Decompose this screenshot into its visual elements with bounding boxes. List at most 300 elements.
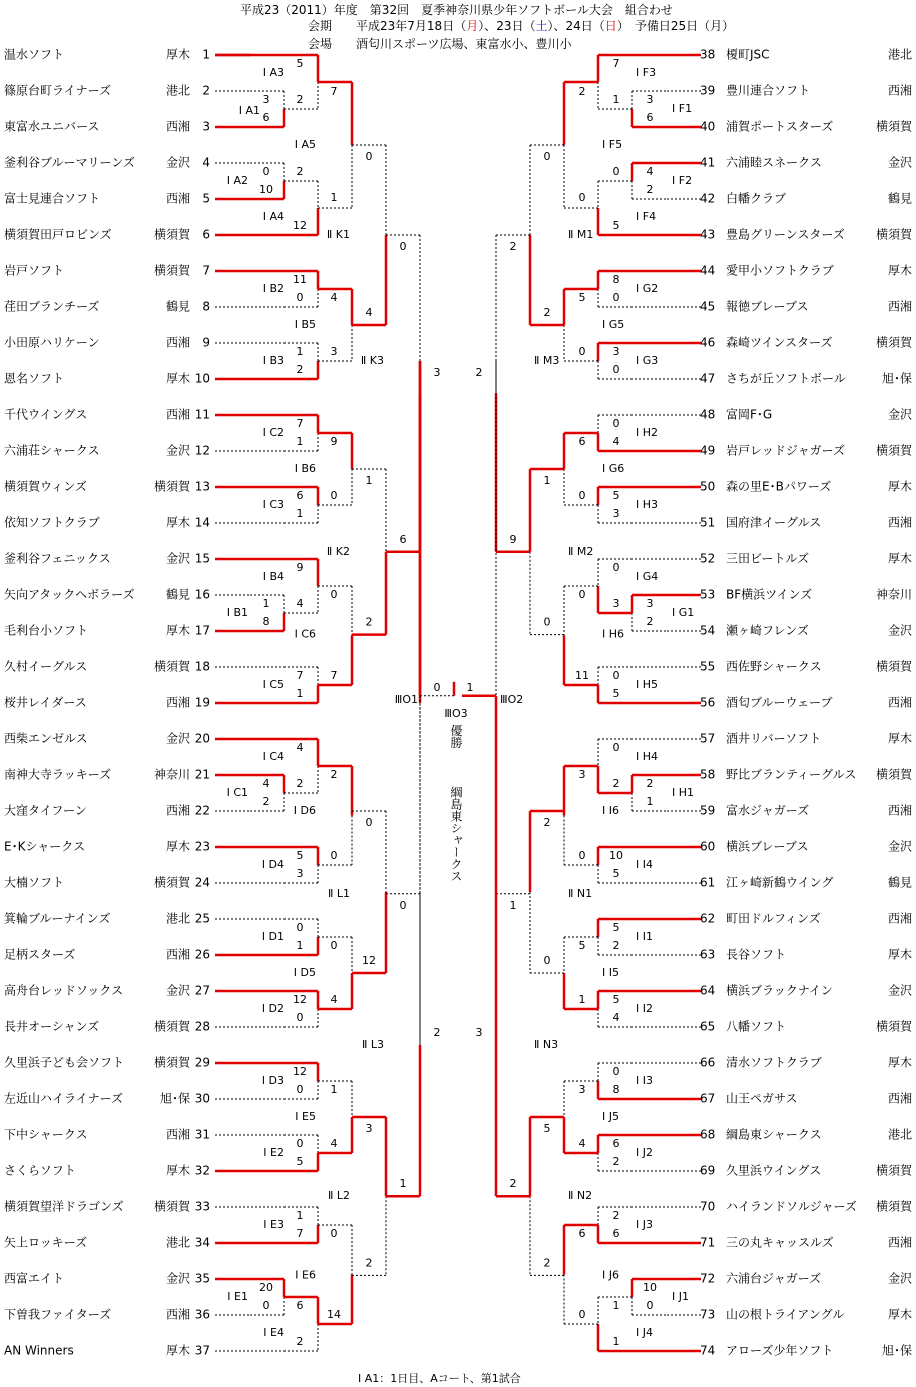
score: 2 (475, 366, 483, 379)
right-team-number: 64 (700, 983, 716, 998)
left-team-region: 西湘 (165, 695, 190, 710)
right-team-region: 横須賀 (875, 227, 912, 242)
left-team-name: 依知ソフトクラブ (4, 515, 100, 530)
right-team-name: 綱島東シャークス (726, 1127, 822, 1142)
right-team-region: 鶴見 (887, 191, 912, 206)
match-label-IA4: Ⅰ A4 (262, 210, 284, 223)
right-team-name: 豊川連合ソフト (726, 83, 811, 98)
score: 20 (259, 1281, 273, 1294)
score: 12 (293, 219, 307, 232)
right-team-region: 厚木 (887, 479, 912, 494)
left-team-number: 21 (194, 767, 210, 782)
match-label-IE2: Ⅰ E2 (263, 1146, 284, 1159)
right-team-name: 富水ジャガーズ (726, 803, 810, 818)
left-team-name: 下中シャークス (4, 1127, 88, 1142)
match-label-IB5: Ⅰ B5 (294, 318, 316, 331)
left-team-number: 31 (194, 1127, 210, 1142)
left-team-region: 西湘 (165, 947, 190, 962)
score: 0 (612, 165, 620, 178)
left-team-region: 神奈川 (153, 767, 190, 782)
right-team-name: 豊島グリーンスターズ (726, 227, 845, 242)
score: 2 (543, 1256, 551, 1270)
right-team-region: 横須賀 (875, 659, 912, 674)
match-label-IH5: Ⅰ H5 (636, 678, 659, 691)
right-team-number: 38 (700, 47, 716, 62)
score: 1 (262, 597, 270, 610)
left-team-region: 横須賀 (153, 1055, 190, 1070)
match-label-IE5: Ⅰ E5 (295, 1110, 316, 1123)
score: 7 (296, 1227, 304, 1240)
score: 1 (330, 1083, 338, 1096)
right-team-name: 酒井リバーソフト (726, 731, 822, 746)
left-team-name: 釜利谷ブルーマリーンズ (4, 155, 135, 170)
right-team-region: 西湘 (887, 911, 912, 926)
right-team-name: 町田ドルフィンズ (726, 911, 821, 926)
score: 0 (296, 1137, 304, 1150)
score: 2 (296, 1335, 304, 1348)
period-text-3: ）、24日（ (547, 19, 605, 33)
right-team-region: 港北 (887, 47, 912, 62)
left-team-number: 13 (194, 479, 210, 494)
score: 1 (509, 898, 517, 912)
period-text-4: ） 予備日25日（月） (616, 19, 735, 33)
score: 0 (578, 191, 586, 204)
match-label-IJ3: Ⅰ J3 (636, 1218, 653, 1231)
match-label-IIN1: Ⅱ N1 (568, 886, 593, 900)
match-label-II3: Ⅰ I3 (636, 1074, 653, 1087)
left-team-name: 高舟台レッドソックス (4, 983, 124, 998)
left-team-number: 17 (194, 623, 210, 638)
right-team-name: 白幡クラブ (726, 191, 787, 206)
right-team-name: 愛甲小ソフトクラブ (726, 263, 834, 278)
left-team-number: 14 (194, 515, 210, 530)
left-team-region: 厚木 (165, 371, 190, 386)
score: 6 (578, 1227, 586, 1240)
match-label-IA3: Ⅰ A3 (262, 66, 284, 79)
left-team-name: 久村イーグルス (4, 659, 88, 674)
right-team-name: 江ヶ崎新鶴ウイング (726, 875, 834, 890)
right-team-number: 71 (700, 1235, 716, 1250)
left-team-name: 温水ソフト (4, 47, 65, 62)
left-team-number: 7 (202, 263, 210, 278)
match-label-IIL3: Ⅱ L3 (361, 1038, 384, 1051)
right-team-number: 43 (700, 227, 716, 242)
right-team-region: 金沢 (887, 983, 912, 998)
right-team-region: 西湘 (887, 515, 912, 530)
right-team-name: 報徳ブレーブス (726, 299, 809, 314)
right-team-number: 52 (700, 551, 716, 566)
left-team-name: 矢向アタックヘボラーズ (4, 587, 135, 602)
score: 0 (296, 291, 304, 304)
score: 12 (362, 954, 376, 967)
left-team-name: E･Kシャークス (4, 839, 86, 854)
footnote: Ⅰ A1：1日目、Aコート、第1試合 (358, 1372, 521, 1385)
score: 7 (330, 85, 338, 98)
right-team-number: 50 (700, 479, 716, 494)
score: 0 (578, 1308, 586, 1321)
score: 12 (293, 993, 307, 1006)
left-team-region: 鶴見 (165, 587, 190, 602)
right-team-region: 厚木 (887, 947, 912, 962)
score: 0 (330, 1227, 338, 1240)
score: 2 (365, 1256, 373, 1270)
left-team-region: 西湘 (165, 191, 190, 206)
page-title: 平成23（2011）年度 第32回 夏季神奈川県少年ソフトボール大会 組合わせ (240, 3, 673, 17)
score: 0 (296, 1083, 304, 1096)
score: 2 (612, 939, 620, 952)
score: 2 (612, 1155, 620, 1168)
score: 0 (543, 954, 551, 967)
score: 0 (543, 150, 551, 163)
right-team-number: 69 (700, 1163, 716, 1178)
left-team-name: 荏田ブランチーズ (4, 299, 100, 314)
match-label-IH2: Ⅰ H2 (636, 426, 659, 439)
score: 6 (296, 489, 304, 502)
left-team-name: 桜井レイダース (4, 695, 87, 710)
match-label-IG6: Ⅰ G6 (602, 462, 625, 475)
score: 4 (646, 165, 654, 178)
match-label-IE4: Ⅰ E4 (263, 1326, 284, 1339)
right-team-region: 厚木 (887, 731, 912, 746)
match-label-IF1: Ⅰ F1 (672, 102, 693, 115)
right-team-number: 70 (700, 1199, 716, 1214)
score: 2 (296, 363, 304, 376)
score: 2 (509, 240, 517, 253)
score: 9 (296, 561, 304, 574)
right-team-name: 六浦台ジャガーズ (726, 1271, 822, 1286)
score: 4 (612, 1011, 620, 1024)
score: 0 (399, 898, 407, 912)
match-label-II1: Ⅰ I1 (636, 930, 653, 943)
left-team-number: 26 (194, 947, 210, 962)
score: 2 (330, 768, 338, 781)
match-label-IIL2: Ⅱ L2 (327, 1189, 350, 1203)
left-team-name: 横須賀田戸ロビンズ (4, 227, 112, 242)
left-team-name: 西富エイト (4, 1271, 65, 1286)
match-label-IE1: Ⅰ E1 (227, 1290, 248, 1303)
score: 2 (646, 183, 654, 196)
score: 0 (399, 240, 407, 253)
score: 3 (330, 345, 338, 358)
left-team-region: 厚木 (165, 623, 190, 638)
right-team-region: 港北 (887, 1127, 912, 1142)
venue-label: 会場 (308, 37, 333, 51)
left-team-region: 金沢 (165, 155, 190, 170)
left-team-number: 25 (194, 911, 210, 926)
right-team-number: 42 (700, 191, 716, 206)
left-team-number: 3 (202, 119, 210, 134)
left-team-region: 港北 (165, 911, 190, 926)
score: 5 (612, 687, 620, 700)
left-team-name: 横須賀望洋ドラゴンズ (4, 1199, 124, 1214)
score: 14 (327, 1308, 341, 1321)
right-team-number: 47 (700, 371, 716, 386)
venue-value: 酒匂川スポーツ広場、東富水小、豊川小 (356, 37, 572, 51)
match-label-ID3: Ⅰ D3 (261, 1074, 284, 1087)
left-team-number: 18 (194, 659, 210, 674)
match-label-II2: Ⅰ I2 (636, 1002, 653, 1015)
score: 5 (612, 219, 620, 232)
match-label-IG4: Ⅰ G4 (636, 570, 659, 583)
right-team-name: 森の里E･Bパワーズ (726, 479, 832, 494)
left-team-number: 2 (202, 83, 210, 98)
right-team-number: 68 (700, 1127, 716, 1142)
match-label-IG2: Ⅰ G2 (636, 282, 659, 295)
right-team-region: 横須賀 (875, 335, 912, 350)
right-team-number: 65 (700, 1019, 716, 1034)
match-label-IC4: Ⅰ C4 (262, 750, 284, 763)
left-team-number: 34 (194, 1235, 210, 1250)
left-team-number: 23 (194, 839, 210, 854)
score: 6 (578, 435, 586, 448)
score: 8 (612, 1083, 620, 1096)
match-label-IH6: Ⅰ H6 (602, 627, 625, 641)
score: 3 (646, 597, 654, 610)
match-label-II4: Ⅰ I4 (636, 858, 653, 871)
score: 6 (646, 111, 654, 124)
left-team-number: 9 (202, 335, 210, 350)
right-team-name: 三の丸キャッスルズ (726, 1235, 834, 1250)
left-team-name: 久里浜子ども会ソフト (4, 1055, 125, 1070)
left-team-region: 横須賀 (153, 479, 190, 494)
right-team-region: 横須賀 (875, 443, 912, 458)
score: 3 (296, 867, 304, 880)
score: 5 (578, 939, 586, 952)
left-team-number: 1 (202, 47, 210, 62)
score: 6 (296, 1299, 304, 1312)
match-label-II5: Ⅰ I5 (602, 966, 619, 979)
right-team-number: 40 (700, 119, 716, 134)
score: 0 (296, 921, 304, 934)
score: 9 (509, 532, 517, 546)
period-text-2: ）、23日（ (478, 19, 536, 33)
score: 7 (330, 669, 338, 682)
match-label-IH4: Ⅰ H4 (636, 750, 659, 763)
score: 2 (543, 306, 551, 319)
left-team-number: 29 (194, 1055, 210, 1070)
left-team-region: 西湘 (165, 119, 190, 134)
left-team-region: 厚木 (165, 1343, 190, 1358)
score: 0 (612, 363, 620, 376)
right-team-name: 三田ビートルズ (726, 551, 810, 566)
right-team-number: 56 (700, 695, 716, 710)
left-team-region: 金沢 (165, 551, 190, 566)
score: 1 (296, 939, 304, 952)
match-label-IA2: Ⅰ A2 (226, 174, 248, 187)
score: 2 (612, 777, 620, 790)
score: 0 (330, 588, 338, 601)
match-label-ID1: Ⅰ D1 (261, 930, 284, 943)
left-team-number: 36 (194, 1307, 210, 1322)
right-team-name: 八幡ソフト (726, 1019, 787, 1034)
score: 7 (612, 57, 620, 70)
right-team-region: 横須賀 (875, 767, 912, 782)
score: 6 (612, 1137, 620, 1150)
right-team-name: 久里浜ウイングス (726, 1163, 822, 1178)
right-team-region: 金沢 (887, 623, 912, 638)
right-team-region: 西湘 (887, 803, 912, 818)
right-team-region: 金沢 (887, 155, 912, 170)
right-team-number: 67 (700, 1091, 716, 1106)
score: 0 (543, 615, 551, 629)
score: 3 (646, 93, 654, 106)
match-label-IIIO1: ⅢO1 (394, 692, 418, 706)
match-label-IG5: Ⅰ G5 (602, 318, 625, 331)
right-team-name: 国府津イーグルス (726, 515, 822, 530)
right-team-region: 厚木 (887, 1055, 912, 1070)
left-team-name: 南神大寺ラッキーズ (4, 767, 112, 782)
left-team-region: 西湘 (165, 335, 190, 350)
match-label-IIIO2: ⅢO2 (500, 692, 524, 706)
right-team-name: 岩戸レッドジャガーズ (726, 443, 846, 458)
left-team-region: 西湘 (165, 803, 190, 818)
left-team-number: 37 (194, 1343, 210, 1358)
right-team-name: 酒匂ブルーウェーブ (726, 695, 833, 710)
right-team-region: 旭･保 (881, 1343, 912, 1358)
left-team-name: さくらソフト (4, 1163, 76, 1178)
left-team-name: 毛利台小ソフト (4, 623, 89, 638)
match-label-IIN2: Ⅱ N2 (568, 1189, 593, 1203)
period-day-2: 土 (535, 19, 548, 33)
left-team-number: 24 (194, 875, 210, 890)
score: 1 (646, 795, 654, 808)
score: 5 (612, 993, 620, 1006)
match-label-IJ2: Ⅰ J2 (636, 1146, 653, 1159)
right-team-name: さちが丘ソフトボール (726, 371, 846, 386)
score: 1 (612, 1299, 620, 1312)
left-team-number: 10 (194, 371, 210, 386)
score: 0 (330, 489, 338, 502)
period-day-1: 月 (466, 19, 479, 33)
right-team-name: BF横浜ツインズ (726, 587, 813, 602)
left-team-name: 大窪タイフーン (4, 803, 87, 818)
right-team-name: 六浦睦スネークス (726, 155, 822, 170)
left-team-region: 金沢 (165, 1271, 190, 1286)
right-team-name: 富岡F･G (726, 407, 773, 422)
right-team-number: 57 (700, 731, 716, 746)
score: 6 (612, 1227, 620, 1240)
score: 0 (433, 680, 441, 694)
score: 1 (296, 687, 304, 700)
score: 3 (612, 507, 620, 520)
score: 5 (578, 291, 586, 304)
match-label-IJ1: Ⅰ J1 (672, 1290, 689, 1303)
right-team-number: 41 (700, 155, 716, 170)
right-team-number: 44 (700, 263, 716, 278)
left-team-number: 27 (194, 983, 210, 998)
left-team-region: 金沢 (165, 443, 190, 458)
score: 4 (365, 306, 373, 319)
match-label-IC2: Ⅰ C2 (262, 426, 284, 439)
match-label-IC1: Ⅰ C1 (226, 786, 248, 799)
left-team-region: 金沢 (165, 731, 190, 746)
score: 1 (466, 680, 474, 694)
right-team-region: 金沢 (887, 1271, 912, 1286)
score: 1 (543, 474, 551, 487)
score: 10 (643, 1281, 657, 1294)
score: 2 (296, 777, 304, 790)
right-team-name: 山の根トライアングル (726, 1307, 845, 1322)
match-label-ID4: Ⅰ D4 (261, 858, 284, 871)
match-label-ID5: Ⅰ D5 (293, 966, 316, 979)
score: 2 (646, 615, 654, 628)
left-team-region: 港北 (165, 1235, 190, 1250)
score: 4 (296, 741, 304, 754)
match-label-IB4: Ⅰ B4 (262, 570, 284, 583)
right-team-region: 横須賀 (875, 1199, 912, 1214)
right-team-name: 森崎ツインスターズ (726, 335, 833, 350)
match-label-IC6: Ⅰ C6 (294, 627, 316, 641)
right-team-number: 58 (700, 767, 716, 782)
score: 0 (612, 561, 620, 574)
left-team-region: 横須賀 (153, 659, 190, 674)
period-day-3: 日 (604, 19, 617, 33)
match-label-IIIO3: ⅢO3 (444, 706, 468, 720)
match-label-IF4: Ⅰ F4 (636, 210, 657, 223)
right-team-number: 66 (700, 1055, 716, 1070)
left-team-number: 8 (202, 299, 210, 314)
right-team-region: 西湘 (887, 83, 912, 98)
right-team-region: 鶴見 (887, 875, 912, 890)
score: 3 (365, 1122, 373, 1135)
left-team-region: 西湘 (165, 1127, 190, 1142)
right-team-number: 54 (700, 623, 716, 638)
left-team-name: 下曽我ファイターズ (4, 1307, 112, 1322)
left-team-region: 鶴見 (165, 299, 190, 314)
right-team-name: アローズ少年ソフト (726, 1343, 834, 1358)
right-team-name: 横浜ブレーブス (726, 839, 809, 854)
right-team-number: 51 (700, 515, 716, 530)
score: 2 (543, 816, 551, 829)
score: 10 (259, 183, 273, 196)
match-label-IJ5: Ⅰ J5 (602, 1110, 619, 1123)
match-label-IIL1: Ⅱ L1 (327, 886, 350, 900)
left-team-region: 金沢 (165, 983, 190, 998)
right-team-number: 59 (700, 803, 716, 818)
period-text-1: 平成23年7月18日（ (356, 19, 467, 33)
score: 12 (293, 1065, 307, 1078)
score: 1 (296, 345, 304, 358)
left-team-name: 篠原台町ライナーズ (4, 83, 112, 98)
match-label-ID6: Ⅰ D6 (293, 804, 316, 817)
score: 3 (578, 768, 586, 781)
match-label-IIM1: Ⅱ M1 (568, 228, 594, 241)
match-label-IB1: Ⅰ B1 (226, 606, 248, 619)
right-team-region: 横須賀 (875, 1163, 912, 1178)
left-team-region: 横須賀 (153, 1199, 190, 1214)
right-team-region: 西湘 (887, 1235, 912, 1250)
match-label-IF5: Ⅰ F5 (602, 138, 623, 151)
right-team-number: 55 (700, 659, 716, 674)
score: 3 (612, 597, 620, 610)
score: 4 (578, 1137, 586, 1150)
score: 1 (365, 474, 373, 487)
left-team-number: 19 (194, 695, 210, 710)
match-label-IA5: Ⅰ A5 (294, 138, 316, 151)
score: 3 (612, 345, 620, 358)
score: 2 (365, 615, 373, 629)
right-team-name: 西佐野シャークス (726, 659, 822, 674)
score: 2 (509, 1177, 517, 1191)
score: 3 (475, 1026, 483, 1039)
score: 0 (612, 669, 620, 682)
score: 11 (575, 669, 589, 682)
left-team-name: 千代ウイングス (4, 407, 88, 422)
score: 7 (296, 669, 304, 682)
right-team-region: 金沢 (887, 407, 912, 422)
right-team-name: ハイランドソルジャーズ (726, 1199, 857, 1214)
right-team-region: 厚木 (887, 551, 912, 566)
